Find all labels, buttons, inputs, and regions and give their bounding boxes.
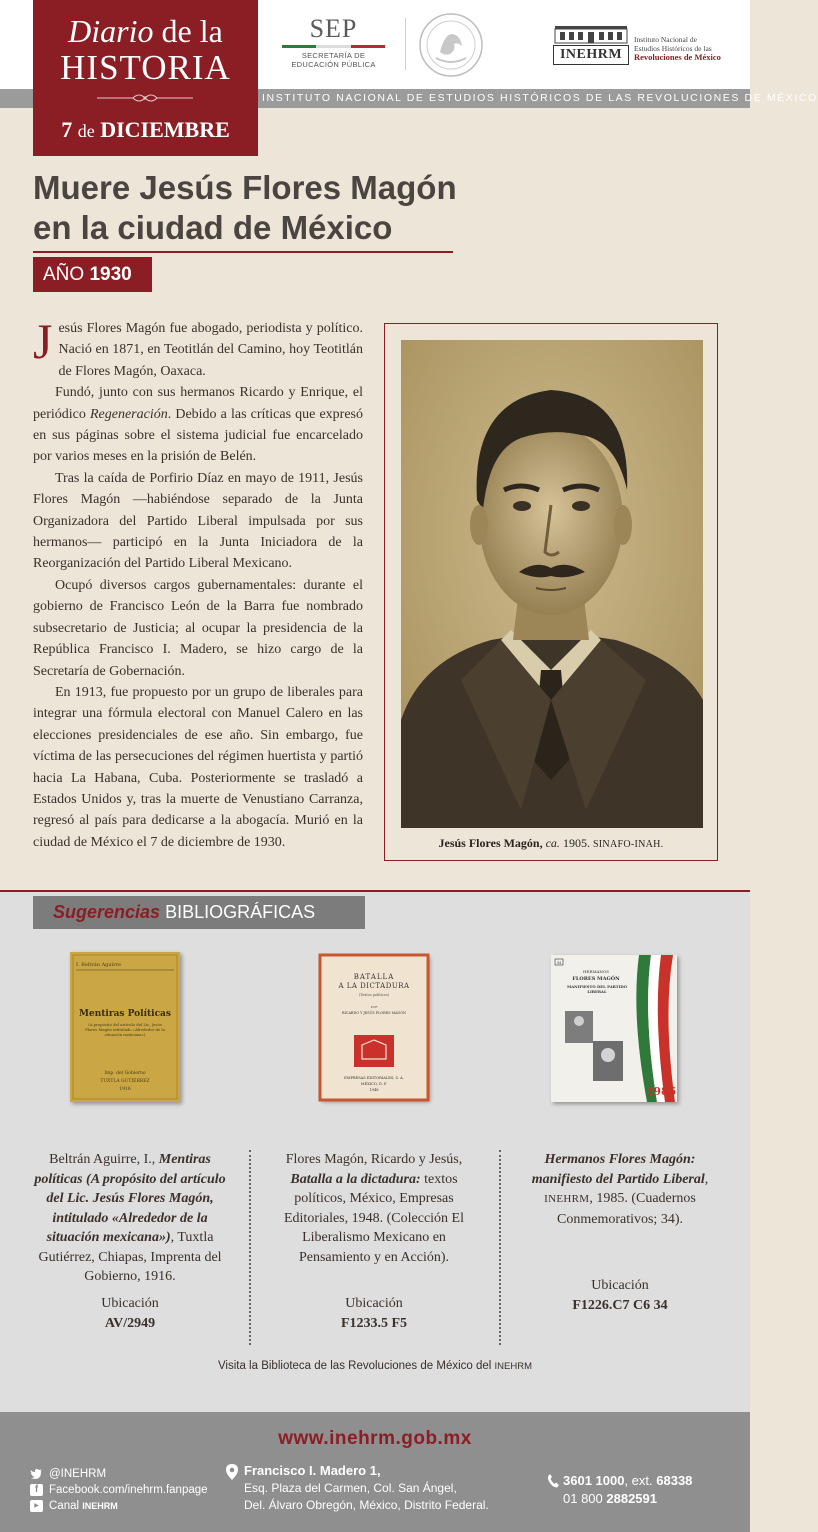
svg-text:34: 34 [556,961,562,965]
book-reference-2: Flores Magón, Ricardo y Jesús, Batalla a la dictadura: textos políticos, México, Empresas Editoriales, 1948. (Colección El Liberalismo Mexicano en Pensamiento y en Acción). [283,1152,464,1265]
svg-text:1985: 1985 [645,1085,677,1098]
facebook-link[interactable]: f Facebook.com/inehrm.fanpage [30,1482,208,1498]
svg-text:(Textos políticos): (Textos políticos) [358,993,390,997]
twitter-link[interactable]: @INEHRM [30,1466,208,1482]
portrait-frame [384,323,718,861]
inehrm-logo [553,24,743,69]
svg-text:TUXTLA GUTIÉRREZ: TUXTLA GUTIÉRREZ [100,1079,150,1084]
date-label: 7 de DICIEMBRE [61,117,230,142]
dropcap: J [33,313,53,369]
sep-logo: SEP SECRETARÍA DE EDUCACIÓN PÚBLICA [276,16,391,69]
footer [0,1412,750,1532]
phone-icon [547,1474,559,1488]
svg-text:A LA DICTADURA: A LA DICTADURA [338,982,410,990]
article-body [33,313,364,853]
inehrm-acronym: INEHRM [553,45,629,65]
svg-text:RICARDO Y JESÚS FLORES MAGÓN: RICARDO Y JESÚS FLORES MAGÓN [342,1011,406,1015]
brand-line2: HISTORIA [60,48,231,87]
address: Francisco I. Madero 1, Esq. Plaza del Carmen, Col. San Ángel, Del. Álvaro Obregón, México, Distrito Federal. [244,1462,489,1514]
building-icon [553,24,629,44]
diario-brand-block [33,0,258,156]
tricolor-line [282,45,385,48]
portrait-caption: Jesús Flores Magón, ca. 1905. SINAFO-INAH. [438,836,664,850]
svg-text:EMPRESAS EDITORIALES, S. A.: EMPRESAS EDITORIALES, S. A. [344,1076,404,1080]
brand-line1: Diario de la [68,13,223,49]
social-links [30,1466,208,1514]
svg-text:MÉXICO, D. F.: MÉXICO, D. F. [360,1082,388,1086]
book-cover-3: 34 HERMANOS FLORES MAGÓN MANIFIESTO DEL PARTIDO LIBERAL 1985 [551,955,677,1102]
library-visit-note: Visita la Biblioteca de las Revoluciones de México del INEHRM [217,1360,533,1372]
book-cover-2 [320,955,428,1100]
phone-tollfree[interactable]: 01 800 2882591 [563,1491,658,1506]
book-location-3: Ubicación F1226.C7 C6 34 [572,1278,668,1313]
svg-text:Imp. del Gobierno: Imp. del Gobierno [104,1071,146,1076]
book-location-2: Ubicación F1233.5 F5 [340,1296,408,1331]
facebook-icon: f [30,1484,43,1496]
location-pin-icon [226,1464,238,1480]
logo-divider [405,18,406,70]
phone-numbers [563,1472,692,1508]
national-seal-icon [418,12,484,78]
paragraph-1: Jesús Flores Magón fue abogado, periodista y político. Nació en 1871, en Teotitlán del Camino, hoy Teotitlán de Flores Magón, Oaxaca. [33,313,363,379]
svg-text:FLORES MAGÓN: FLORES MAGÓN [572,976,620,982]
portrait-illustration [401,340,703,828]
youtube-icon: ▶ [30,1500,43,1512]
title-underline [33,251,453,253]
paragraph-4: Ocupó diversos cargos gubernamentales: durante el gobierno de Francisco León de la Barra fue nombrado subsecretario de Justicia; al ocupar la presidencia de la República Francisco I. Madero, se hizo cargo de la Secretaría de Gobernación. [33,577,363,679]
paragraph-5: En 1913, fue propuesto por un grupo de liberales para integrar una fórmula electoral con Manuel Calero en las elecciones presidenciales de ese año. Sin embargo, fue víctima de las persecuciones del régimen huertista y partió hacia La Habana, Cuba. Posteriormente se trasladó a Estados Unidos y, tras la muerte de Venustiano Carranza, regresó al país para dedicarse a la abogacía. Murió en la ciudad de México el 7 de diciembre de 1930. [33,684,363,850]
svg-text:1916: 1916 [119,1087,131,1092]
svg-text:I. Beltrán Aguirre: I. Beltrán Aguirre [76,962,121,968]
portrait-photo [401,340,703,828]
svg-text:Mentiras Políticas: Mentiras Políticas [79,1009,171,1019]
book-reference-1: Beltrán Aguirre, I., Mentiras políticas (A propósito del artículo del Lic. Jesús Flores Magón, intitulado «Alrededor de la situación mexicana»), Tuxtla Gutiérrez, Chiapas, Imprenta del Gobierno, 1916. [34,1152,226,1284]
paragraph-3: Tras la caída de Porfirio Díaz en mayo de 1911, Jesús Flores Magón —habiéndose separado de la Junta Organizadora del Partido Liberal impulsada por sus hermanos— participó en la Junta Iniciadora de la Reorganización del Partido Liberal Mexicano. [33,470,363,572]
book-cover-1: I. Beltrán Aguirre Mentiras Políticas (A propósito del artículo del Lic. Jesús Flores Magón intitulado «Alrededor de la situación mexicana») Imp. del Gobierno TUXTLA GUTIÉRREZ 1916 [70,952,180,1102]
suggestions-title: Sugerencias BIBLIOGRÁFICAS [33,896,365,929]
page-title: Muere Jesús Flores Magón en la ciudad de México [33,169,457,246]
svg-text:HERMANOS: HERMANOS [583,969,609,974]
svg-text:POR: POR [370,1005,378,1009]
year-badge: AÑO 1930 [33,257,152,292]
svg-text:BATALLA: BATALLA [353,973,395,981]
column-separator-2 [499,1150,501,1345]
column-separator-1 [249,1150,251,1345]
book-reference-3: Hermanos Flores Magón: manifiesto del Partido Liberal, INEHRM, 1985. (Cuadernos Conmemorativos; 34). [531,1152,709,1227]
inehrm-name: Instituto Nacional de Estudios Históricos de las Revoluciones de México [634,35,721,62]
phone-main[interactable]: 3601 1000, ext. 68338 [563,1473,693,1488]
institute-banner-text: INSTITUTO NACIONAL DE ESTUDIOS HISTÓRICOS DE LAS REVOLUCIONES DE MÉXICO [262,92,818,104]
book-location-1: Ubicación AV/2949 [101,1296,159,1331]
youtube-link[interactable]: ▶ Canal INEHRM [30,1498,208,1514]
website-link[interactable]: www.inehrm.gob.mx [278,1428,472,1449]
ornament-icon [95,92,195,104]
twitter-icon [30,1468,43,1480]
paragraph-2: Fundó, junto con sus hermanos Ricardo y Enrique, el periódico Regeneración. Debido a las críticas que expresó en sus páginas sobre el sistema judicial fue encarcelado por varios meses en la prisión de Belén. [33,385,364,465]
svg-text:1948: 1948 [369,1088,379,1092]
